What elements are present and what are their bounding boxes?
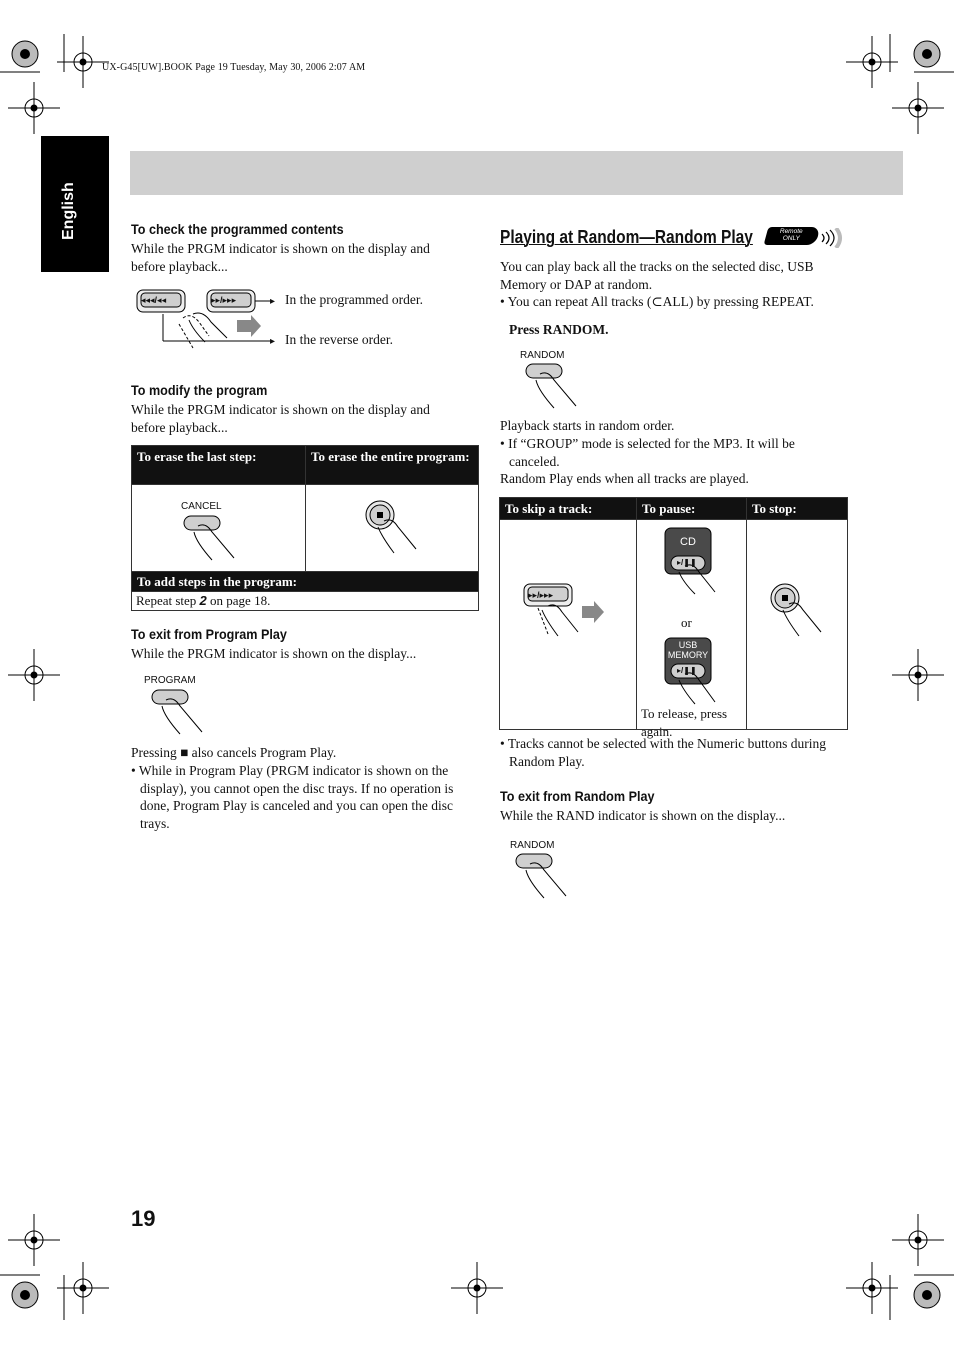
random-button-icon [522,362,582,412]
stop-header: To stop: [747,498,848,520]
modify-text: While the PRGM indicator is shown on the display and before playback... [131,402,430,435]
cancel-cell [132,485,306,572]
check-text: While the PRGM indicator is shown on the display and before playback... [131,241,430,274]
add-steps-cell [132,592,479,611]
pressing-prefix: Pressing [131,745,181,760]
repeat-all-icon: ⊂ [651,294,663,309]
reverse-arrow-icon: ▸ [270,336,276,347]
repeat-prefix: Repeat step [136,593,200,608]
usb-play-pause-label: ▸/❚❚ [677,666,697,675]
release-text: To release, press again. [641,706,728,739]
stop-cell-random [747,520,848,730]
forward-arrow-icon: ▸ [270,296,276,307]
random-table [499,497,848,739]
cancel-button-icon [180,514,240,564]
skip-cell [500,520,637,730]
random-end-text: Random Play ends when all tracks are played. [500,471,749,486]
cd-label: CD [680,536,696,548]
program-button-icon [148,688,208,738]
cancel-label: CANCEL [181,501,222,512]
erase-last-header: To erase the last step: [132,446,306,485]
pause-cell [637,520,747,739]
exit-random-text: While the RAND indicator is shown on the display... [500,808,786,823]
title-banner [130,151,903,195]
prev-button-label: ◂◂◂/◂◂ [141,295,167,305]
repeat-suffix: on page 18. [206,593,271,608]
repeat-bullet [500,293,860,311]
skip-button-icon [520,580,620,640]
skip-header: To skip a track: [500,498,637,520]
group-bullet: • If “GROUP” mode is selected for the MP3. It will be canceled. [500,436,795,469]
program-label: PROGRAM [144,675,196,686]
exit-program-text: While the PRGM indicator is shown on the display... [131,646,417,661]
add-steps-header: To add steps in the program: [132,572,479,592]
modify-table [131,445,479,611]
program-play-bullet: • While in Program Play (PRGM indicator is shown on the display), you cannot open the disc trays. If no operation is done, Program Play is canceled and you can open the disc trays. [131,763,454,831]
random-play-title: Playing at Random—Random Play [500,227,753,247]
stop-button-icon [364,499,424,559]
random-start-text: Playback starts in random order. [500,418,675,433]
repeat-bullet-prefix: • You can repeat All tracks ( [500,294,652,309]
remote-signal-icon [818,228,844,248]
press-random-step: Press RANDOM. [509,322,609,337]
exit-random-title: To exit from Random Play [500,788,655,804]
random-button-icon-2 [512,852,572,902]
erase-all-header: To erase the entire program: [306,446,479,485]
forward-caption: In the programmed order. [285,292,423,307]
pressing-note [131,744,336,762]
stop-icon: ■ [180,745,189,760]
exit-program-title: To exit from Program Play [131,626,287,642]
pause-header: To pause: [637,498,747,520]
remote-only-badge [764,227,821,245]
language-tab [41,136,109,272]
page-number: 19 [131,1206,156,1231]
or-text: or [681,615,692,630]
cd-play-pause-label: ▸/❚❚ [677,558,697,567]
skip-button-label: ▸▸/▸▸▸ [528,590,554,600]
remote-only-label: Remote ONLY [779,228,803,242]
modify-title: To modify the program [131,382,268,398]
usb-memory-label: USB MEMORY [667,640,709,660]
stop-cell [306,485,479,572]
reverse-caption: In the reverse order. [285,332,393,347]
file-header: UX-G45[UW].BOOK Page 19 Tuesday, May 30, 2006 2:07 AM [102,62,366,73]
skip-buttons-illustration [133,284,283,350]
pressing-suffix: also cancels Program Play. [188,745,337,760]
language-tab-label: English [60,182,77,240]
repeat-bullet-suffix: ALL) by pressing REPEAT. [662,294,814,309]
check-title: To check the programmed contents [131,221,344,237]
numeric-buttons-bullet: • Tracks cannot be selected with the Numeric buttons during Random Play. [500,736,827,769]
random-intro: You can play back all the tracks on the selected disc, USB Memory or DAP at random. [500,259,814,292]
repeat-step-number: 2 [199,593,207,608]
random-label-2: RANDOM [510,840,555,851]
random-label: RANDOM [520,350,565,361]
next-button-label: ▸▸/▸▸▸ [211,295,237,305]
stop-button-icon-random [769,582,829,642]
